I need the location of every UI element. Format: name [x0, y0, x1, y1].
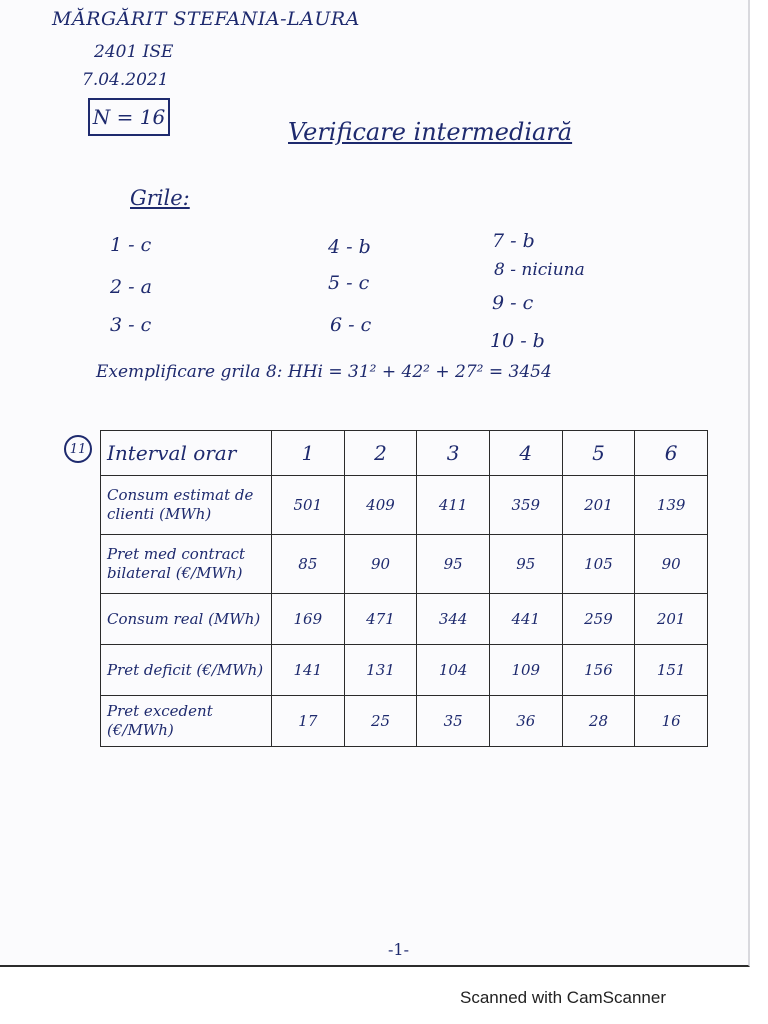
table-cell: 95	[417, 535, 490, 594]
table-cell: 17	[272, 696, 345, 747]
table-row	[101, 535, 708, 594]
answer-9: 9 - c	[492, 292, 534, 314]
answer-7: 7 - b	[492, 230, 535, 252]
data-table	[100, 430, 708, 747]
row-label: Consum estimat de clienti (MWh)	[101, 476, 272, 535]
table-cell: 141	[272, 645, 345, 696]
date: 7.04.2021	[82, 70, 169, 90]
table-cell: 471	[344, 594, 417, 645]
table-row	[101, 645, 708, 696]
grile-heading: Grile:	[130, 186, 190, 210]
table-cell: 151	[635, 645, 708, 696]
header-cell: 1	[272, 431, 345, 476]
exercise-number: 11	[64, 435, 92, 463]
header-cell: 3	[417, 431, 490, 476]
answer-5: 5 - c	[328, 272, 370, 294]
table-cell: 109	[489, 645, 562, 696]
table-cell: 90	[344, 535, 417, 594]
table-cell: 90	[635, 535, 708, 594]
answer-8: 8 - niciuna	[494, 260, 585, 280]
table-cell: 104	[417, 645, 490, 696]
page-number: -1-	[388, 940, 409, 959]
table-cell: 36	[489, 696, 562, 747]
scanner-footer: Scanned with CamScanner	[460, 988, 667, 1007]
table-cell: 169	[272, 594, 345, 645]
answer-3: 3 - c	[110, 314, 152, 336]
student-group: 2401 ISE	[94, 42, 174, 62]
header-cell: 2	[344, 431, 417, 476]
header-cell: 5	[562, 431, 635, 476]
table-cell: 28	[562, 696, 635, 747]
row-label: Pret excedent (€/MWh)	[101, 696, 272, 747]
table-header-row	[101, 431, 708, 476]
table-cell: 501	[272, 476, 345, 535]
answer-2: 2 - a	[110, 276, 152, 298]
table-cell: 156	[562, 645, 635, 696]
header-cell: Interval orar	[101, 431, 272, 476]
answer-10: 10 - b	[490, 330, 545, 352]
answer-1: 1 - c	[110, 234, 152, 256]
answer-6: 6 - c	[330, 314, 372, 336]
header-cell: 4	[489, 431, 562, 476]
table-cell: 139	[635, 476, 708, 535]
table-row	[101, 476, 708, 535]
table-cell: 201	[635, 594, 708, 645]
example-grila-8: Exemplificare grila 8: HHi = 31² + 42² + 27² = 3454	[96, 362, 552, 382]
table-cell: 359	[489, 476, 562, 535]
row-label: Pret deficit (€/MWh)	[101, 645, 272, 696]
table-row	[101, 696, 708, 747]
table-cell: 35	[417, 696, 490, 747]
header-cell: 6	[635, 431, 708, 476]
table-cell: 201	[562, 476, 635, 535]
table-cell: 441	[489, 594, 562, 645]
table-cell: 411	[417, 476, 490, 535]
table-cell: 259	[562, 594, 635, 645]
row-label: Consum real (MWh)	[101, 594, 272, 645]
table-cell: 409	[344, 476, 417, 535]
page-title: Verificare intermediară	[288, 118, 573, 146]
row-label: Pret med contract bilateral (€/MWh)	[101, 535, 272, 594]
table-cell: 16	[635, 696, 708, 747]
table-cell: 85	[272, 535, 345, 594]
table-cell: 105	[562, 535, 635, 594]
n-value-box: N = 16	[88, 98, 170, 136]
table-cell: 344	[417, 594, 490, 645]
table-row	[101, 594, 708, 645]
table-cell: 25	[344, 696, 417, 747]
answer-4: 4 - b	[328, 236, 371, 258]
table-cell: 95	[489, 535, 562, 594]
table-cell: 131	[344, 645, 417, 696]
student-name: MĂRGĂRIT STEFANIA-LAURA	[52, 8, 360, 30]
